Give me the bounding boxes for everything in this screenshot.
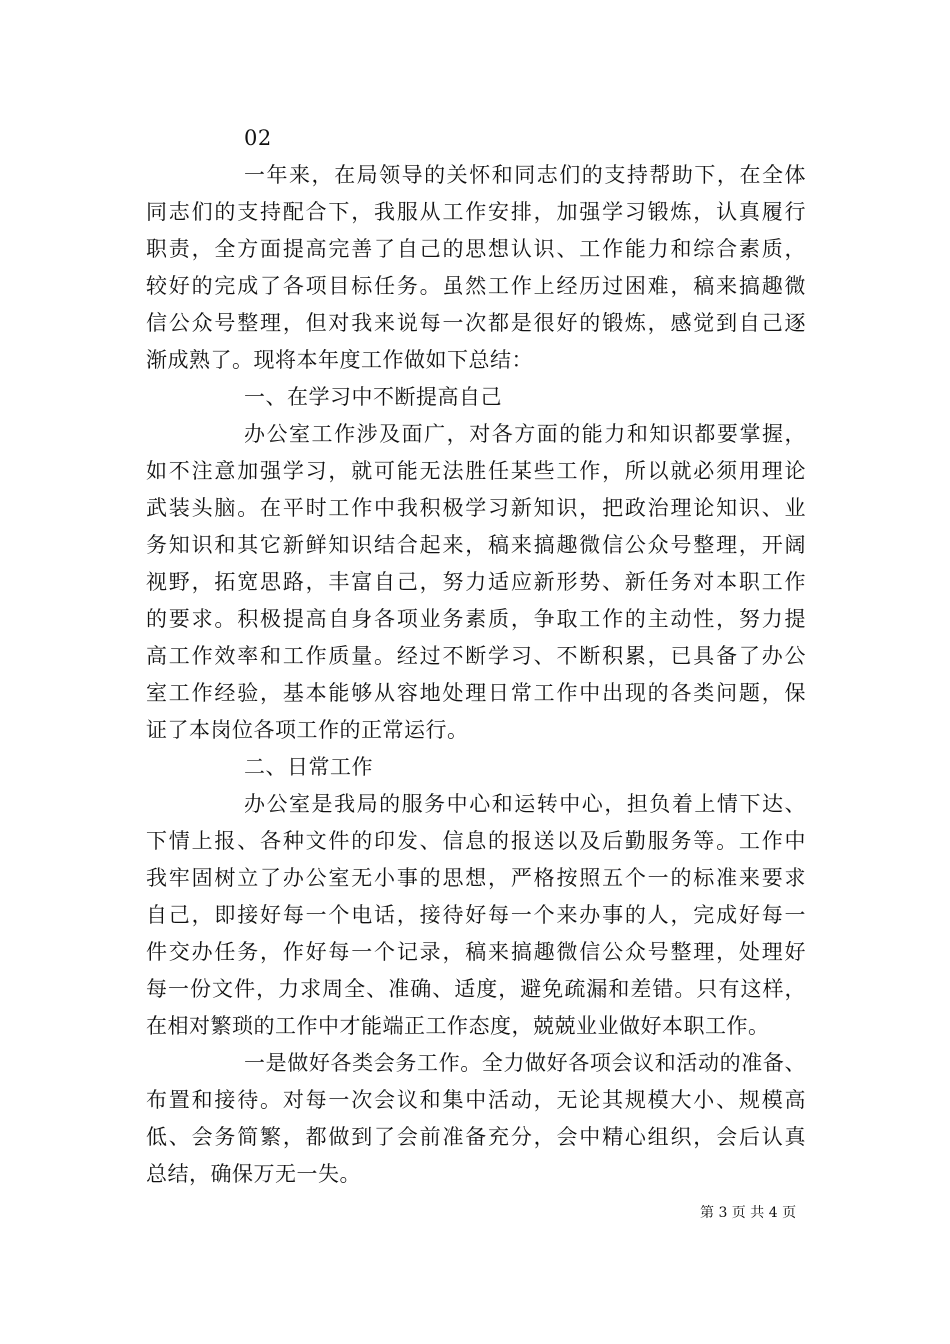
paragraph-line: 办公室是我局的服务中心和运转中心，担负着上情下达、 bbox=[244, 792, 806, 816]
paragraph-line: 信公众号整理，但对我来说每一次都是很好的锻炼，感觉到自己逐 bbox=[146, 311, 806, 335]
paragraph-line: 高工作效率和工作质量。经过不断学习、不断积累，已具备了办公 bbox=[146, 644, 806, 668]
paragraph-line: 务知识和其它新鲜知识结合起来，稿来搞趣微信公众号整理，开阔 bbox=[146, 533, 806, 557]
paragraph-line: 一年来，在局领导的关怀和同志们的支持帮助下，在全体 bbox=[244, 163, 806, 187]
paragraph-line: 如不注意加强学习，就可能无法胜任某些工作，所以就必须用理论 bbox=[146, 459, 806, 483]
paragraph-line: 渐成熟了。现将本年度工作做如下总结： bbox=[146, 348, 533, 372]
paragraph-line: 视野，拓宽思路，丰富自己，努力适应新形势、新任务对本职工作 bbox=[146, 570, 806, 594]
paragraph-line: 件交办任务，作好每一个记录，稿来搞趣微信公众号整理，处理好 bbox=[146, 940, 806, 964]
paragraph-line: 证了本岗位各项工作的正常运行。 bbox=[146, 718, 469, 742]
paragraph-line: 较好的完成了各项目标任务。虽然工作上经历过困难，稿来搞趣微 bbox=[146, 274, 806, 298]
paragraph-line: 布置和接待。对每一次会议和集中活动，无论其规模大小、规模高 bbox=[146, 1088, 806, 1112]
paragraph-line: 一是做好各类会务工作。全力做好各项会议和活动的准备、 bbox=[244, 1051, 806, 1075]
paragraph-line: 我牢固树立了办公室无小事的思想，严格按照五个一的标准来要求 bbox=[146, 866, 806, 890]
paragraph-line: 在相对繁琐的工作中才能端正工作态度，兢兢业业做好本职工作。 bbox=[146, 1014, 770, 1038]
paragraph-line: 下情上报、各种文件的印发、信息的报送以及后勤服务等。工作中 bbox=[146, 829, 806, 853]
paragraph-line: 总结，确保万无一失。 bbox=[146, 1162, 361, 1186]
paragraph-line: 职责，全方面提高完善了自己的思想认识、工作能力和综合素质， bbox=[146, 237, 806, 261]
paragraph-line: 同志们的支持配合下，我服从工作安排，加强学习锻炼，认真履行 bbox=[146, 200, 806, 224]
paragraph-line: 的要求。积极提高自身各项业务素质，争取工作的主动性，努力提 bbox=[146, 607, 806, 631]
paragraph-line: 低、会务简繁，都做到了会前准备充分，会中精心组织，会后认真 bbox=[146, 1125, 806, 1149]
paragraph-line: 室工作经验，基本能够从容地处理日常工作中出现的各类问题，保 bbox=[146, 681, 806, 705]
section-heading: 一、在学习中不断提高自己 bbox=[244, 385, 502, 409]
paragraph-line: 自己，即接好每一个电话，接待好每一个来办事的人，完成好每一 bbox=[146, 903, 806, 927]
document-number: 02 bbox=[244, 126, 272, 150]
paragraph-line: 办公室工作涉及面广，对各方面的能力和知识都要掌握， bbox=[244, 422, 806, 446]
section-heading: 二、日常工作 bbox=[244, 755, 373, 779]
page-number-footer: 第 3 页 共 4 页 bbox=[700, 1205, 797, 1221]
paragraph-line: 每一份文件，力求周全、准确、适度，避免疏漏和差错。只有这样， bbox=[146, 977, 806, 1001]
paragraph-line: 武装头脑。在平时工作中我积极学习新知识，把政治理论知识、业 bbox=[146, 496, 806, 520]
